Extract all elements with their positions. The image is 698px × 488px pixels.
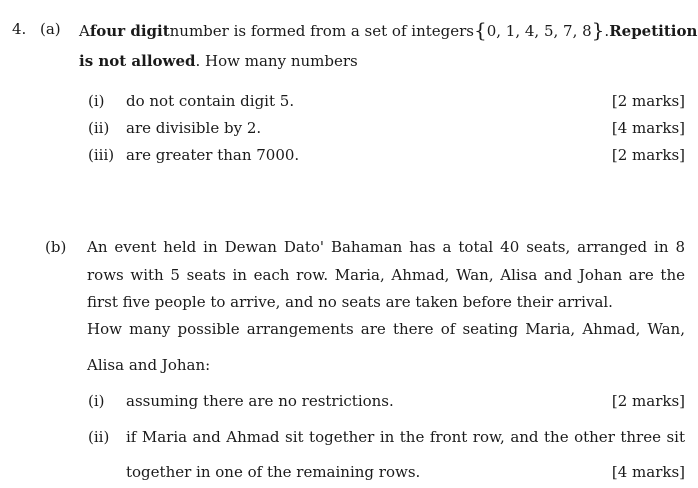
question-number: 4. — [12, 20, 27, 38]
four-digit-bold: four digit — [89, 22, 170, 40]
a-item-2-text: are divisible by 2. — [126, 119, 262, 137]
b-item-2-label: (ii) — [88, 428, 110, 446]
not-allowed-bold: is not allowed — [79, 52, 196, 70]
part-b-line-2: rows with 5 seats in each row. Maria, Ahmad, Wan, Alisa and Johan are the — [87, 266, 685, 284]
a-item-2-marks: [4 marks] — [611, 119, 685, 137]
b-item-2-marks: [4 marks] — [611, 463, 685, 481]
a-item-3-label: (iii) — [88, 146, 115, 164]
integer-set: {0, 1, 4, 5, 7, 8}. — [473, 18, 610, 42]
part-a-intro-line-1 — [79, 17, 698, 42]
a-item-2-label: (ii) — [88, 119, 110, 137]
b-item-1-text: assuming there are no restrictions. — [126, 392, 394, 410]
part-a-intro-line-2 — [79, 52, 358, 70]
b-item-1-marks: [2 marks] — [611, 392, 685, 410]
part-a-label: (a) — [40, 20, 61, 38]
part-b-line-4: How many possible arrangements are there of seating Maria, Ahmad, Wan, — [87, 320, 685, 338]
b-item-2-text: if Maria and Ahmad sit together in the front row, and the other three sit — [126, 428, 685, 446]
a-item-3-marks: [2 marks] — [611, 146, 685, 164]
intro-prefix: A — [79, 22, 90, 40]
b-item-1-label: (i) — [88, 392, 105, 410]
b-item-2-text-continued: together in one of the remaining rows. — [126, 463, 421, 481]
intro-end: . How many numbers — [195, 52, 358, 70]
part-b-line-5: Alisa and Johan: — [87, 356, 211, 374]
a-item-1-text: do not contain digit 5. — [126, 92, 295, 110]
part-b-line-3: first five people to arrive, and no seats are taken before their arrival. — [87, 293, 613, 311]
part-b-label: (b) — [45, 238, 67, 256]
a-item-1-label: (i) — [88, 92, 105, 110]
intro-mid: number is formed from a set of integers — [169, 22, 474, 40]
a-item-1-marks: [2 marks] — [611, 92, 685, 110]
a-item-3-text: are greater than 7000. — [126, 146, 300, 164]
repetition-bold: Repetition — [609, 22, 698, 40]
part-b-line-1: An event held in Dewan Dato' Bahaman has a total 40 seats, arranged in 8 — [87, 238, 685, 256]
